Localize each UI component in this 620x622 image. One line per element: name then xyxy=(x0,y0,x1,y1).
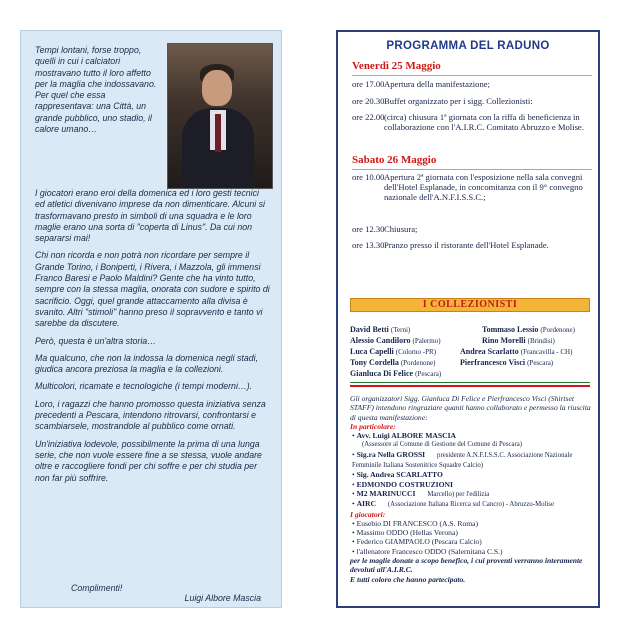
credit-sub: (Associazione Italiana Ricerca sul Cancro) - Abruzzo-Molise xyxy=(387,501,554,509)
body-text xyxy=(35,188,271,490)
collector-city: (Pordenone) xyxy=(400,359,436,367)
player-text: l'allenatore Francesco ODDO (Salernitana C.S.) xyxy=(356,546,503,556)
credits-footer-2: E tutti coloro che hanno partecipato. xyxy=(350,574,466,584)
credit-sub: (Assessore al Comune di Gestione del Comune di Pescara) xyxy=(362,441,523,449)
paragraph: Chi non ricorda e non potrà non ricordare per sempre il Grande Torino, i Boniperti, i Rivera, i Mazzola, gli immensi Franco Baresi e Paolo Maldini? Gente che ha vinto tutto, sempre con la stessa maglia, onorata con sudore e spirito di sacrificio. Oggi, quel grande attaccamento alla divisa è svanito. Altri "stimoli" hanno preso il sopravvento e tanto vi sarebbe da discutere. xyxy=(35,250,270,329)
day-heading-saturday: Sabato 26 Maggio xyxy=(352,154,437,166)
event-text: Apertura della manifestazione; xyxy=(384,79,490,89)
player-text: Eusebio DI FRANCESCO (A.S. Roma) xyxy=(356,518,479,528)
event-time: ore 12.30 xyxy=(352,224,385,234)
stripe-red xyxy=(350,385,590,386)
credit-name: EDMONDO COSTRUZIONI xyxy=(356,479,453,489)
paragraph: Però, questa è un'altra storia… xyxy=(35,335,156,346)
credit-name: Sig.ra Nella GROSSI xyxy=(356,449,426,459)
event-time: ore 10.00 xyxy=(352,172,385,182)
paragraph: Multicolori, ricamate e tecnologiche (i tempi moderni…). xyxy=(35,381,253,392)
collectors-banner: I COLLEZIONISTI xyxy=(350,298,590,312)
player-item: • Eusebio DI FRANCESCO (A.S. Roma) xyxy=(352,518,479,528)
player-item: • Massimo ODDO (Hellas Verona) xyxy=(352,528,458,538)
collector-name: Rino Morelli xyxy=(482,336,526,345)
collector-name: Andrea Scarlatto xyxy=(460,347,519,356)
collector-city: (Palermo) xyxy=(412,337,441,345)
day-heading-friday: Venerdì 25 Maggio xyxy=(352,60,441,72)
event-text: Pranzo presso il ristorante dell'Hotel Esplanade. xyxy=(384,240,549,250)
credit-name: AIRC xyxy=(356,499,376,509)
credit-item: • Sig. Andrea SCARLATTO xyxy=(352,470,443,480)
intro-panel xyxy=(20,30,282,608)
saturday-divider xyxy=(352,169,592,170)
player-text: Federico GIAMPAOLO (Pescara Calcio) xyxy=(356,537,482,547)
player-item: • Federico GIAMPAOLO (Pescara Calcio) xyxy=(352,537,482,547)
collector-name: Luca Capelli xyxy=(350,347,394,356)
event-time: ore 20.30 xyxy=(352,96,385,106)
collector-city: (Francavilla - CH) xyxy=(520,348,573,356)
collector-name: Gianluca Di Felice xyxy=(350,369,414,378)
collector-city: (Pescara) xyxy=(415,370,442,378)
event-text: Apertura 2ª giornata con l'esposizione nella sala convegni dell'Hotel Esplanade, in concomitanza con il 9° convegno nazionale dell'A.N.F.I.S.S.C.; xyxy=(384,172,583,203)
collector-entry xyxy=(460,357,553,369)
player-text: Massimo ODDO (Hellas Verona) xyxy=(356,528,458,538)
intro-paragraph: Tempi lontani, forse troppo, quelli in cui i calciatori mostravano tutto il loro affetto per la maglia che indossavano. Per quel che essa rappresentava: una Città, un grande pubblico, uno stadio, il calore umano… xyxy=(35,45,157,135)
credit-item: • EDMONDO COSTRUZIONI xyxy=(352,479,453,489)
players-label: I giocatori: xyxy=(350,509,386,519)
credits-section xyxy=(350,394,592,584)
credit-sub: Marcello) per l'edilizia xyxy=(427,490,490,498)
closing-text: Complimenti! xyxy=(71,583,123,593)
portrait-photo xyxy=(167,43,273,189)
credit-name: Sig. Andrea SCARLATTO xyxy=(356,470,443,480)
collector-city: (Brindisi) xyxy=(527,337,555,345)
credit-item: • AIRC (Associazione Italiana Ricerca sul Cancro) - Abruzzo-Molise xyxy=(352,499,554,509)
event-text: (circa) chiusura 1ª giornata con la riffa di beneficienza in collaborazione con l'A.I.R.C. Comitato Abruzzo e Molise. xyxy=(384,112,584,133)
credits-intro: Gli organizzatori Sigg. Gianluca Di Felice e Pierfrancesco Visci (Shirtset STAFF) intendono ringraziare quanti hanno collaborato e permesso la riuscita di questa manifestazione: xyxy=(350,394,591,422)
credits-footer: per le maglie donate a scopo benefico, i cui proventi verranno interamente devoluti all'A.I.R.C. xyxy=(350,556,583,575)
collector-name: Alessio Candiloro xyxy=(350,336,411,345)
event-text: Chiusura; xyxy=(384,224,418,234)
paragraph: I giocatori erano eroi della domenica ed i loro gesti tecnici ed atletici divenivano imprese da non dimenticare. Alcuni si trasformavano presto in simboli di una squadra e le loro maglie erano una sorta di "coperta di Linus". Da cui non separarsi mai! xyxy=(35,188,265,244)
credit-name: Avv. Luigi ALBORE MASCIA xyxy=(356,431,457,441)
event-time: ore 22.00 xyxy=(352,112,385,122)
particular-label: In particolare: xyxy=(350,421,396,431)
credit-name: M2 MARINUCCI xyxy=(356,488,416,498)
event-text: Buffet organizzato per i sigg. Collezionisti: xyxy=(384,96,533,106)
event-time: ore 17.00 xyxy=(352,79,385,89)
paragraph: Loro, i ragazzi che hanno promosso questa iniziativa senza precedenti a Pescara, intendono ritrovarsi, confrontarsi e scambiarsele, mostrandole al pubblico come ornati. xyxy=(35,398,266,432)
program-title: PROGRAMMA DEL RADUNO xyxy=(386,40,550,52)
collector-name: Tony Cordella xyxy=(350,358,399,367)
player-item: • l'allenatore Francesco ODDO (Salernitana C.S.) xyxy=(352,546,503,556)
collector-name: Pierfrancesco Visci xyxy=(460,358,526,367)
collector-entry xyxy=(350,368,441,380)
collector-name: David Betti xyxy=(350,325,389,334)
signature: Luigi Albore Mascia xyxy=(184,593,261,603)
collector-city: (Pescara) xyxy=(527,359,554,367)
collector-city: (Colorno -PR) xyxy=(395,348,437,356)
program-panel xyxy=(336,30,600,608)
tricolor-divider xyxy=(350,382,590,386)
credit-item: • M2 MARINUCCI Marcello) per l'edilizia xyxy=(352,488,490,498)
friday-divider xyxy=(352,75,592,76)
collector-name: Tommaso Lessio xyxy=(482,325,539,334)
collector-city: (Pordenone) xyxy=(540,326,575,334)
collector-city: (Terni) xyxy=(390,326,411,334)
credit-item: • Sig.ra Nella GROSSI presidente A.N.F.I.S.S.C. Associazione Nazionale Femminile Italiana Sostenitrice Squadre Calcio) xyxy=(352,449,573,470)
credit-item: • Avv. Luigi ALBORE MASCIA (Assessore al Comune di Gestione del Comune di Pescara) xyxy=(352,431,592,450)
intro-text xyxy=(35,45,163,135)
paragraph: Ma qualcuno, che non la indossa la domenica negli stadi, giudica ancora preziosa la maglia e la collezioni. xyxy=(35,352,258,375)
paragraph: Un'iniziativa lodevole, possibilmente la prima di una lunga serie, che non vuole essere fine a se stessa, vuole andare oltre e raccogliere fondi per chi soffre e per chi studia per non far più soffrire. xyxy=(35,438,262,483)
event-time: ore 13.30 xyxy=(352,240,385,250)
credit-sub: presidente A.N.F.I.S.S.C. Associazione Nazionale Femminile Italiana Sostenitrice Squadre Calcio) xyxy=(352,451,573,470)
